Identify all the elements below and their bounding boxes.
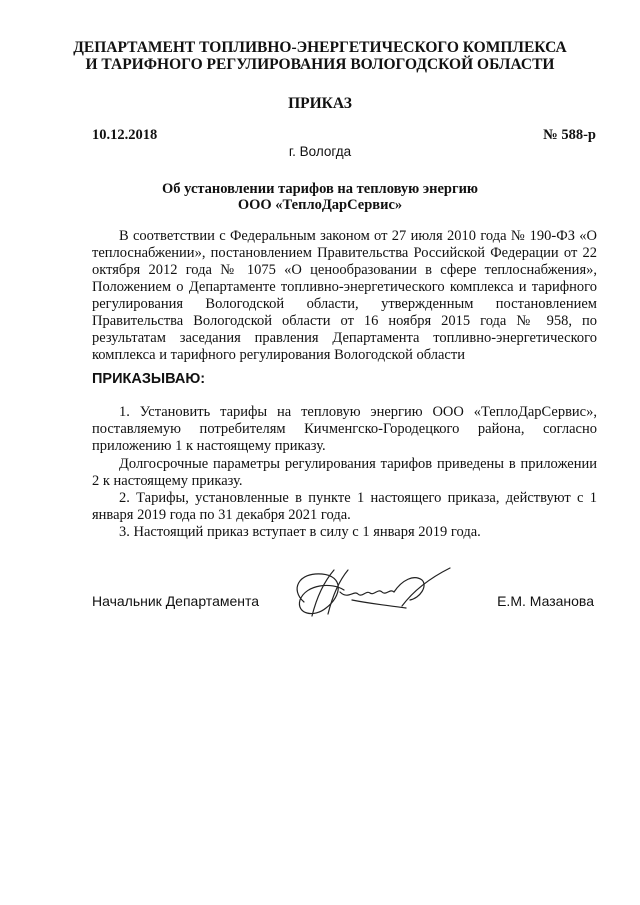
- order-item: 1. Установить тарифы на тепловую энергию ООО «ТеплоДарСервис», поставляемую потребителям Кичменгско-Городецкого района, согласно приложению 1 к настоящему приказу.: [92, 404, 597, 455]
- document-number: № 588-р: [543, 127, 596, 143]
- order-word: ПРИКАЗЫВАЮ:: [92, 371, 206, 387]
- document-subject: [120, 181, 520, 213]
- signer-name: Е.М. Мазанова: [497, 593, 594, 609]
- order-item: 3. Настоящий приказ вступает в силу с 1 января 2019 года.: [119, 524, 481, 541]
- subject-line-1: Об установлении тарифов на тепловую энергию: [161, 181, 479, 197]
- signer-title: Начальник Департамента: [92, 593, 260, 609]
- subject-line-2: ООО «ТеплоДарСервис»: [237, 197, 403, 213]
- handwritten-signature: [282, 560, 462, 630]
- order-items: [92, 404, 597, 542]
- order-item: 2. Тарифы, установленные в пункте 1 настоящего приказа, действуют с 1 января 2019 года по 31 декабря 2021 года.: [92, 490, 597, 524]
- header-line-2: И ТАРИФНОГО РЕГУЛИРОВАНИЯ ВОЛОГОДСКОЙ ОБЛАСТИ: [85, 56, 555, 73]
- header-line-1: ДЕПАРТАМЕНТ ТОПЛИВНО-ЭНЕРГЕТИЧЕСКОГО КОМПЛЕКСА: [73, 39, 567, 56]
- preamble-paragraph: В соответствии с Федеральным законом от 27 июля 2010 года № 190-ФЗ «О теплоснабжении», постановлением Правительства Российской Федерации от 22 октября 2012 года № 1075 «О ценообразовании в сфере теплоснабжения», Положением о Департаменте топливно-энергетического комплекса и тарифного регулирования Вологодской области, утвержденным постановлением Правительства Вологодской области от 16 ноября 2015 года № 958, по результатам заседания правления Департамента топливно-энергетического комплекса и тарифного регулирования Вологодской области: [92, 228, 597, 363]
- department-header: [60, 39, 580, 73]
- document-title: ПРИКАЗ: [288, 95, 352, 112]
- document-date: 10.12.2018: [92, 127, 158, 143]
- document-city: г. Вологда: [288, 144, 352, 159]
- order-item: Долгосрочные параметры регулирования тарифов приведены в приложении 2 к настоящему приказу.: [92, 455, 597, 489]
